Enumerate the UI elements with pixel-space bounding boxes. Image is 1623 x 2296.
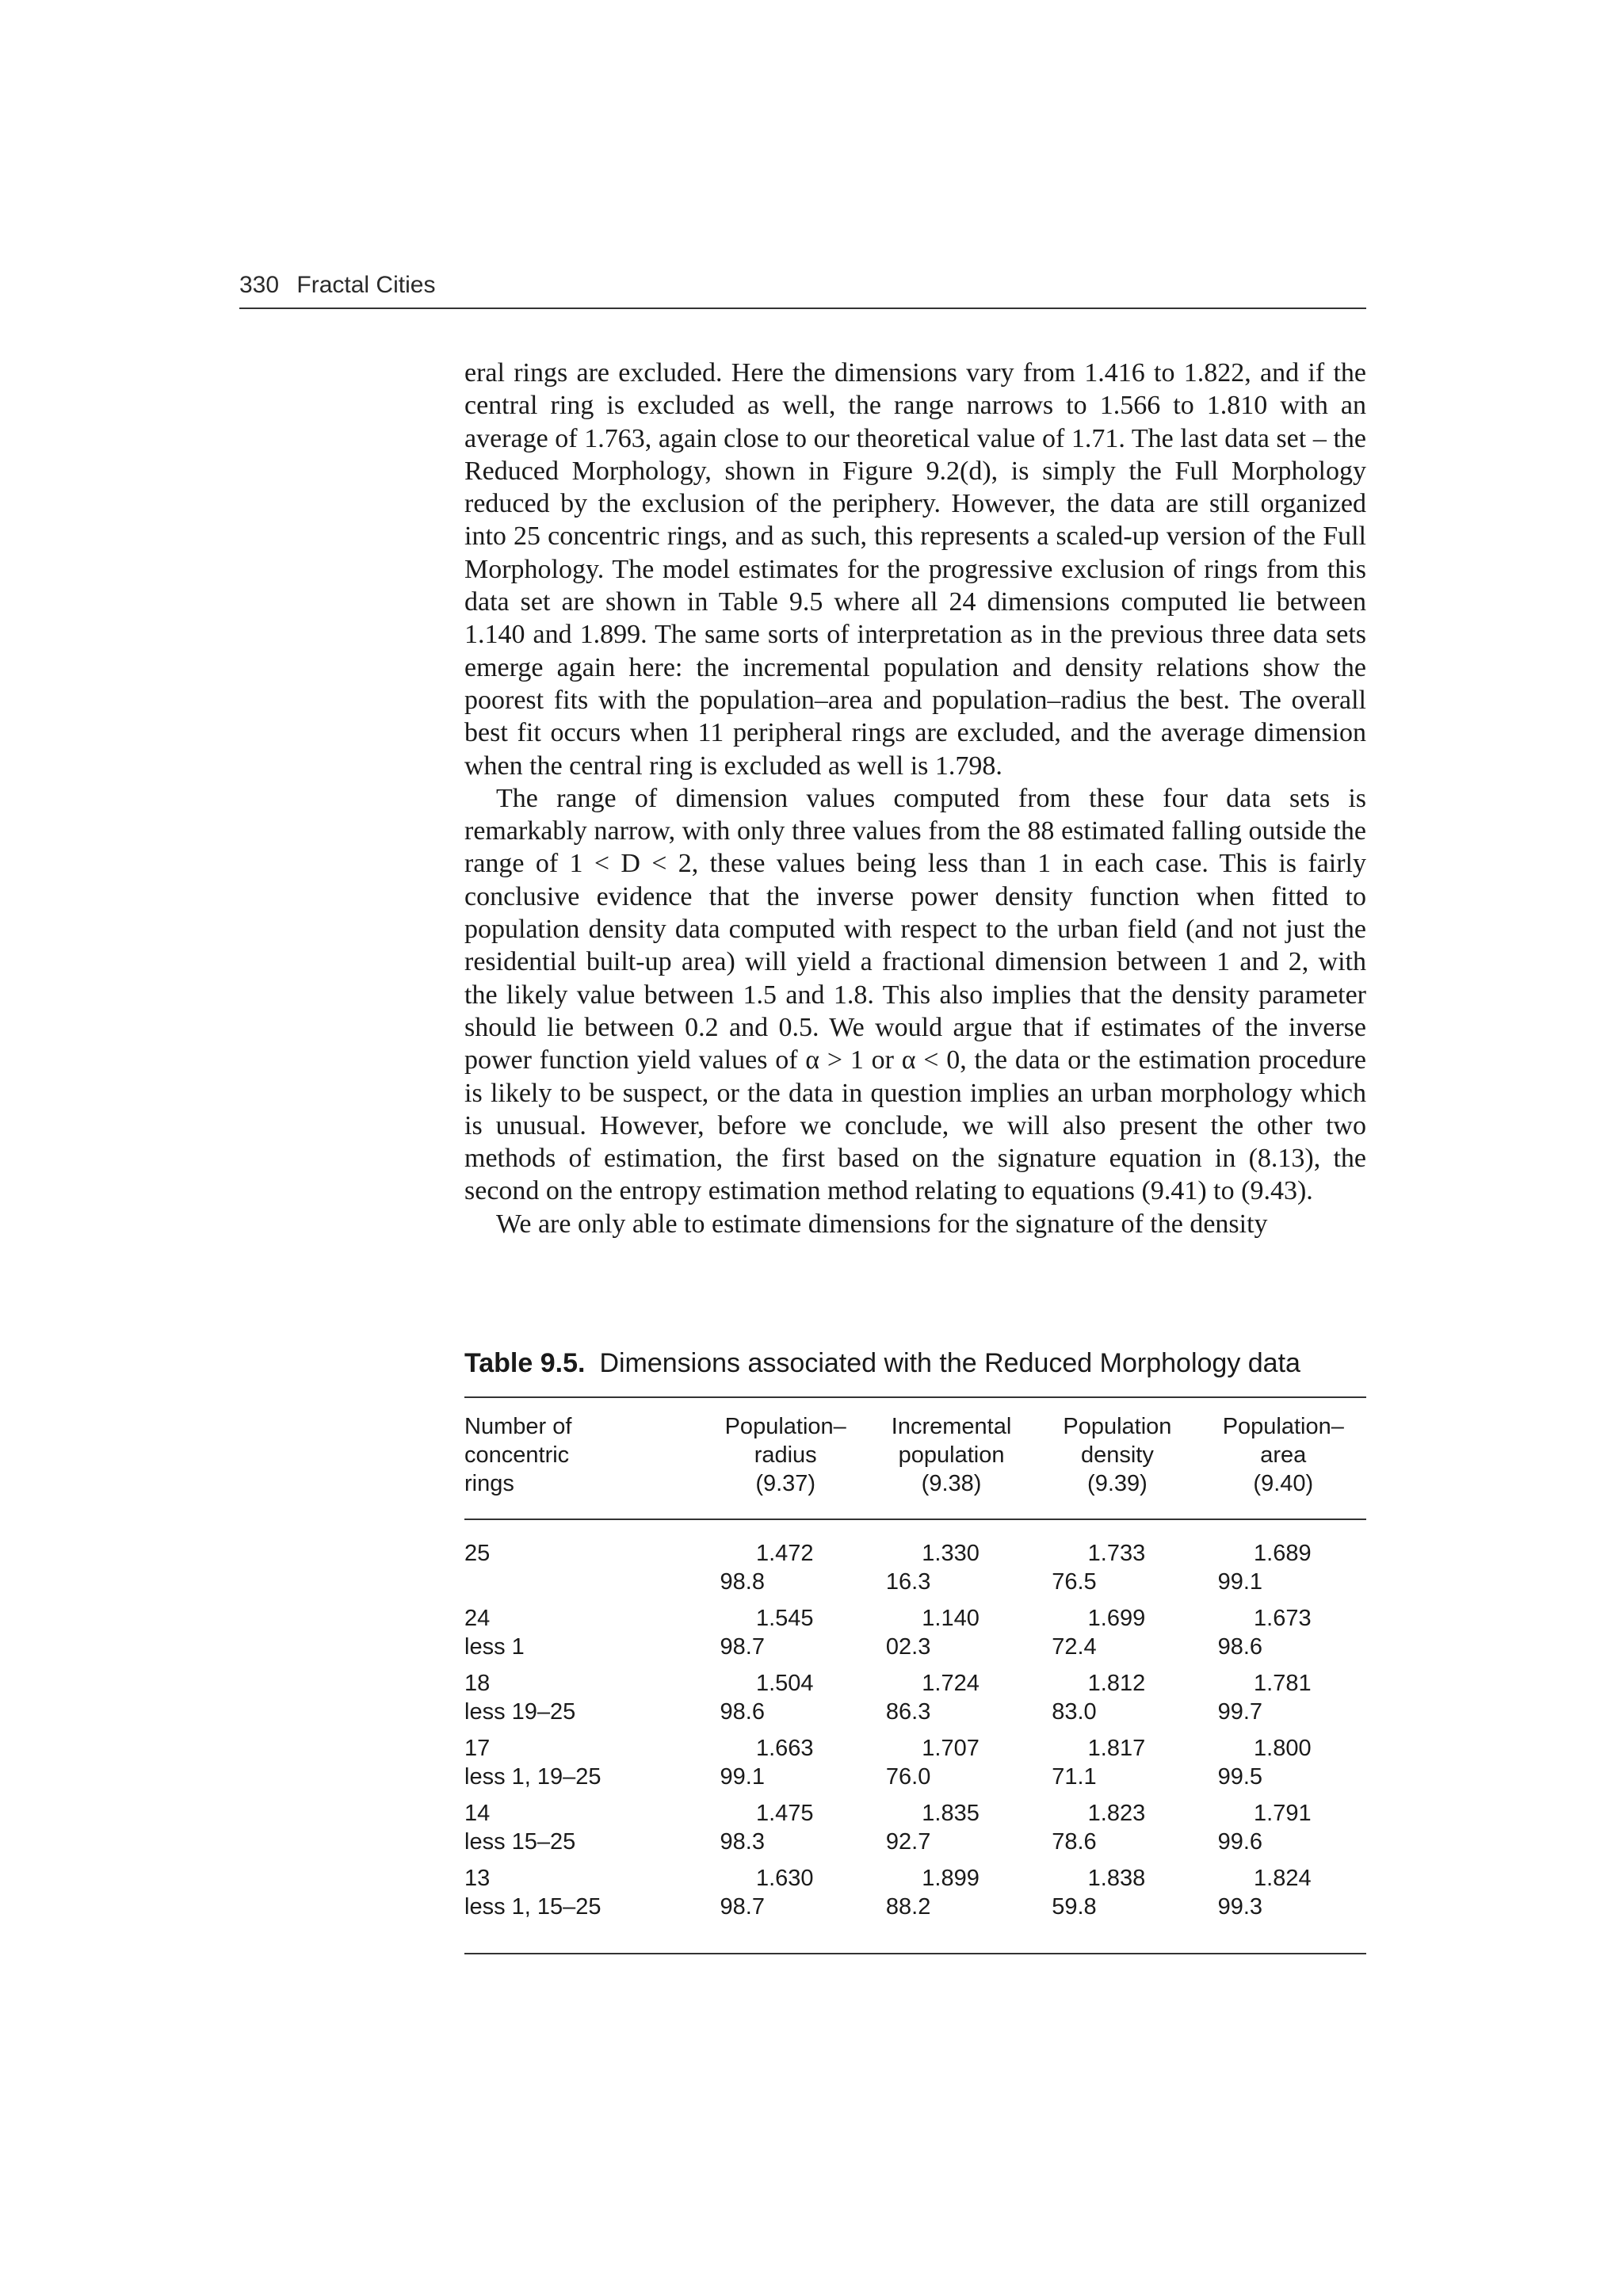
cell-population-density: 1.733 76.5: [1052, 1541, 1146, 1595]
cell-incremental-population: 1.140 02.3: [885, 1606, 980, 1660]
table-title: Dimensions associated with the Reduced Morphology data: [599, 1348, 1300, 1378]
cell-incremental-population: 1.899 88.2: [885, 1866, 980, 1920]
table-row: [464, 1791, 1366, 1856]
cell-population-density: 1.838 59.8: [1052, 1866, 1146, 1920]
table-row: [464, 1661, 1366, 1726]
cell-population-area: 1.689 99.1: [1217, 1541, 1312, 1595]
table-top-rule: [464, 1396, 1366, 1398]
header-rings: Number of concentric rings: [464, 1414, 572, 1496]
table-caption: [464, 1346, 1366, 1381]
body-text: [464, 357, 1366, 1240]
header-rule: [239, 308, 1366, 309]
table-row: [464, 1856, 1366, 1921]
cell-population-area: 1.824 99.3: [1217, 1866, 1312, 1920]
cell-population-density: 1.823 78.6: [1052, 1801, 1146, 1855]
row-label: 13 less 1, 15–25: [464, 1866, 601, 1920]
cell-incremental-population: 1.724 86.3: [885, 1671, 980, 1725]
cell-incremental-population: 1.330 16.3: [885, 1541, 980, 1595]
dimensions-table: [464, 1412, 1366, 1921]
cell-population-area: 1.800 99.5: [1217, 1736, 1312, 1790]
page-number: 330: [239, 272, 280, 298]
cell-population-radius: 1.475 98.3: [720, 1801, 814, 1855]
header-incremental-population: Incremental population (9.38): [891, 1414, 1012, 1496]
paragraph-2: The range of dimension values computed from these four data sets is remarkably narrow, with only three values from the 88 estimated falling outside the range of 1 < D < 2, these values being less than 1 in each case. This is fairly conclusive evidence that the inverse power density function when fitted to population density data computed with respect to the urban field (and not just the residential built-up area) will yield a fractional dimension between 1 and 2, with the likely value between 1.5 and 1.8. This also implies that the density parameter should lie between 0.2 and 0.5. We would argue that if estimates of the inverse power function yield values of α > 1 or α < 0, the data or the estimation procedure is likely to be suspect, or the data in question implies an urban morphology which is unusual. However, before we conclude, we will also present the other two methods of estimation, the first based on the signature equation in (8.13), the second on the entropy estimation method relating to equations (9.41) to (9.43).: [464, 783, 1366, 1206]
table-header-row: [464, 1412, 1366, 1514]
cell-population-area: 1.791 99.6: [1217, 1801, 1312, 1855]
cell-population-radius: 1.545 98.7: [720, 1606, 814, 1660]
cell-incremental-population: 1.707 76.0: [885, 1736, 980, 1790]
header-population-radius: Population– radius (9.37): [724, 1414, 846, 1496]
paragraph-1: eral rings are excluded. Here the dimensions vary from 1.416 to 1.822, and if the central ring is excluded as well, the range narrows to 1.566 to 1.810 with an average of 1.763, again close to our theoretical value of 1.71. The last data set – the Reduced Morphology, shown in Figure 9.2(d), is simply the Full Morphology reduced by the exclusion of the periphery. However, the data are still organized into 25 concentric rings, and as such, this represents a scaled-up version of the Full Morphology. The model estimates for the progressive exclusion of rings from this data set are shown in Table 9.5 where all 24 dimensions computed lie between 1.140 and 1.899. The same sorts of interpretation as in the previous three data sets emerge again here: the incremental population and density relations show the poorest fits with the population–area and population–radius the best. The overall best fit occurs when 11 peripheral rings are excluded, and the average dimension when the central ring is excluded as well is 1.798.: [464, 358, 1366, 781]
row-label: 17 less 1, 19–25: [464, 1736, 601, 1790]
cell-population-radius: 1.630 98.7: [720, 1866, 814, 1920]
row-label: 25: [464, 1541, 491, 1566]
row-label: 14 less 15–25: [464, 1801, 576, 1855]
header-population-area: Population– area (9.40): [1222, 1414, 1344, 1496]
table-body: [464, 1514, 1366, 1921]
table-row: [464, 1596, 1366, 1661]
cell-population-density: 1.812 83.0: [1052, 1671, 1146, 1725]
table-label: Table 9.5.: [464, 1348, 586, 1378]
cell-population-radius: 1.663 99.1: [720, 1736, 814, 1790]
table-row: [464, 1514, 1366, 1596]
cell-incremental-population: 1.835 92.7: [885, 1801, 980, 1855]
row-label: 18 less 19–25: [464, 1671, 576, 1725]
cell-population-radius: 1.472 98.8: [720, 1541, 814, 1595]
table-row: [464, 1726, 1366, 1791]
cell-population-area: 1.673 98.6: [1217, 1606, 1312, 1660]
cell-population-density: 1.699 72.4: [1052, 1606, 1146, 1660]
cell-population-area: 1.781 99.7: [1217, 1671, 1312, 1725]
paragraph-3: We are only able to estimate dimensions for the signature of the density: [496, 1209, 1268, 1239]
row-label: 24 less 1: [464, 1606, 525, 1660]
header-population-density: Population density (9.39): [1063, 1414, 1172, 1496]
table-bottom-rule: [464, 1953, 1366, 1954]
running-title: Fractal Cities: [296, 272, 436, 298]
running-header: [239, 271, 1366, 300]
cell-population-density: 1.817 71.1: [1052, 1736, 1146, 1790]
cell-population-radius: 1.504 98.6: [720, 1671, 814, 1725]
